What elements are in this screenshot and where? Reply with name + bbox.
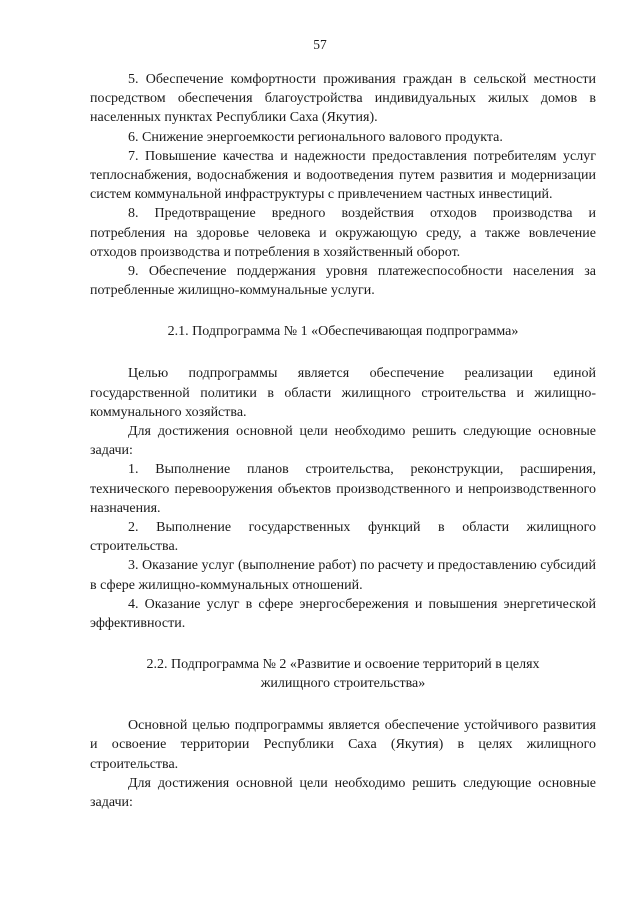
goal-item-7: 7. Повышение качества и надежности предоставления потребителям услуг теплоснабжения, водоснабжения и водоотведения путем развития и модернизации систем коммунальной инфраструктуры с привлечением частных инвестиций. [90,148,596,203]
goal-item-8: 8. Предотвращение вредного воздействия отходов производства и потребления на здоровье человека и окружающую среду, а также вовлечение отходов производства и потребления в хозяйственный оборот. [90,206,596,260]
goal-item-5: 5. Обеспечение комфортности проживания граждан в сельской местности посредством обеспечения благоустройства индивидуальных жилых домов в населенных пунктах Республики Саха (Якутия). [90,72,596,126]
subprogram-2-heading-line-2: жилищного строительства» [260,676,426,692]
subprogram-1-task-4: 4. Оказание услуг в сфере энергосбережения и повышения энергетической эффективности. [90,596,596,632]
subprogram-1-goal: Целью подпрограммы является обеспечение реализации единой государственной политики в области жилищного строительства и жилищно-коммунального хозяйства. [90,366,596,420]
goal-item-6: 6. Снижение энергоемкости регионального валового продукта. [128,129,503,145]
goal-item-9: 9. Обеспечение поддержания уровня платежеспособности населения за потребленные жилищно-коммунальные услуги. [90,264,596,299]
subprogram-1-task-3: 3. Оказание услуг (выполнение работ) по расчету и предоставлению субсидий в сфере жилищно-коммунальных отношений. [90,558,596,593]
subprogram-2-heading-line-1: 2.2. Подпрограмма № 2 «Развитие и освоение территорий в целях [146,657,540,673]
subprogram-2-goal: Основной целью подпрограммы является обеспечение устойчивого развития и освоение территории Республики Саха (Якутия) в целях жилищного строительства. [90,718,596,772]
subprogram-1-task-2: 2. Выполнение государственных функций в области жилищного строительства. [90,520,596,555]
subprogram-2-tasks-intro: Для достижения основной цели необходимо решить следующие основные задачи: [90,775,596,811]
page-content [90,70,596,812]
page-number: 57 [313,37,327,52]
subprogram-1-task-1: 1. Выполнение планов строительства, реконструкции, расширения, технического перевооружения объектов производственного и непроизводственного назначения. [90,462,596,516]
subprogram-1-heading: 2.1. Подпрограмма № 1 «Обеспечивающая подпрограмма» [167,324,519,340]
subprogram-1-tasks-intro: Для достижения основной цели необходимо решить следующие основные задачи: [90,424,596,459]
